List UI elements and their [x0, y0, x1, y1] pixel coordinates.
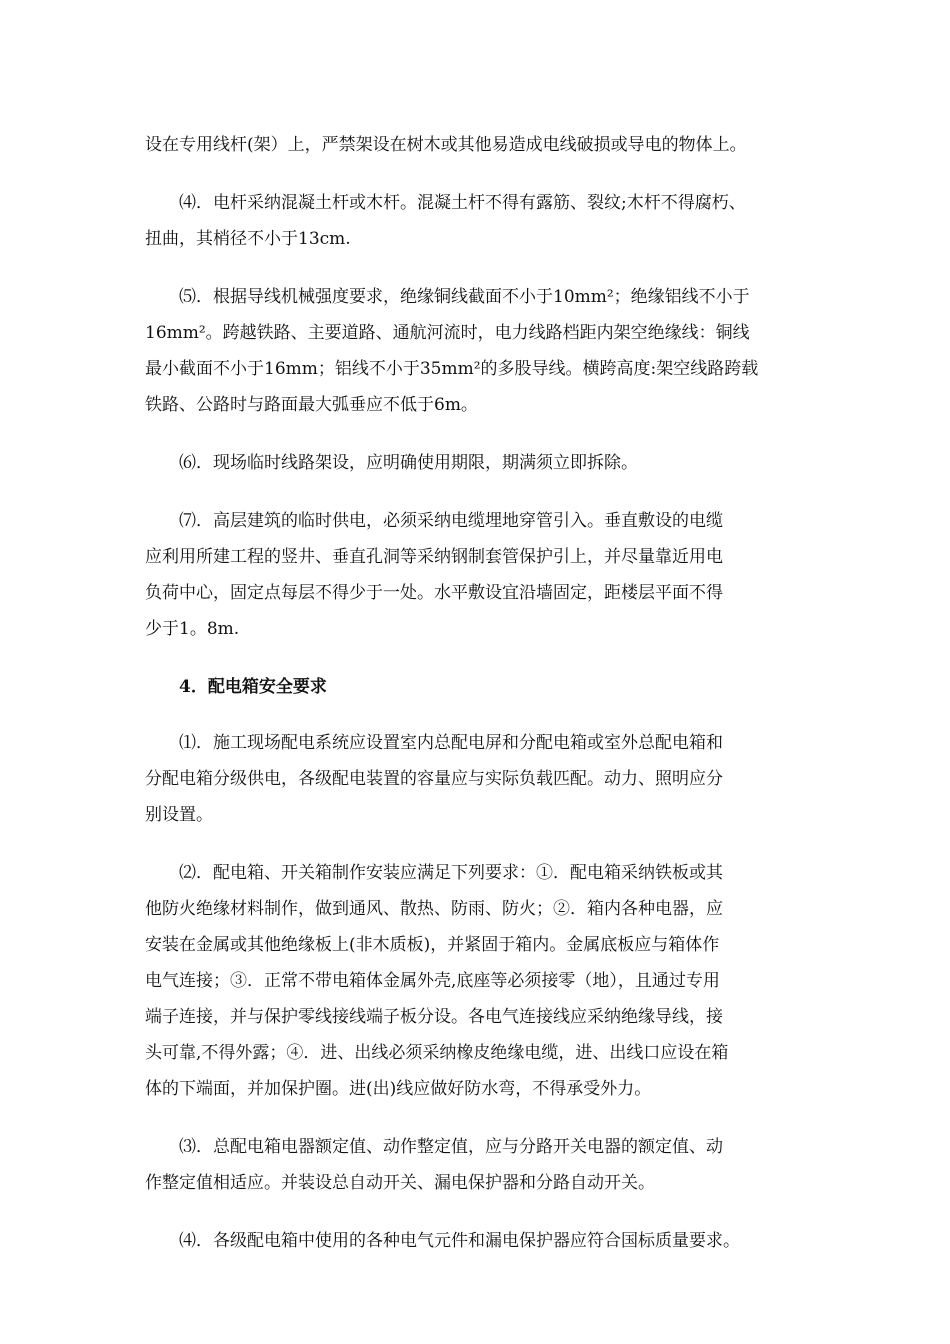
paragraph-line: ⑶．总配电箱电器额定值、动作整定值，应与分路开关电器的额定值、动 — [179, 1137, 723, 1157]
paragraph-line: 16mm²。跨越铁路、主要道路、通航河流时，电力线路档距内架空绝缘线：铜线 — [145, 323, 750, 343]
paragraph-line: 扭曲，其梢径不小于13cm. — [145, 229, 351, 249]
paragraph-line: 头可靠,不得外露；④．进、出线必须采纳橡皮绝缘电缆，进、出线口应设在箱 — [145, 1043, 729, 1063]
paragraph-line: 少于1。8m. — [145, 619, 240, 639]
paragraph-line: ⑴．施工现场配电系统应设置室内总配电屏和分配电箱或室外总配电箱和 — [179, 733, 723, 753]
document-page — [145, 127, 815, 1281]
paragraph-line: 应利用所建工程的竖井、垂直孔洞等采纳钢制套管保护引上，并尽量靠近用电 — [145, 547, 723, 567]
paragraph-q4 — [145, 1223, 815, 1259]
paragraph-p4 — [145, 503, 815, 647]
paragraph-q3 — [145, 1129, 815, 1201]
paragraph-q1 — [145, 725, 815, 833]
paragraph-q2 — [145, 855, 815, 1107]
paragraph-line: ⑸．根据导线机械强度要求，绝缘铜线截面不小于10mm²；绝缘铝线不小于 — [179, 287, 750, 307]
paragraph-line: ⑷．各级配电箱中使用的各种电气元件和漏电保护器应符合国标质量要求。 — [179, 1231, 740, 1251]
paragraph-line: ⑵．配电箱、开关箱制作安装应满足下列要求：①．配电箱采纳铁板或其 — [179, 863, 723, 883]
paragraph-p2 — [145, 279, 815, 423]
section-heading: 4．配电箱安全要求 — [179, 677, 327, 697]
paragraph-line: ⑹．现场临时线路架设，应明确使用期限，期满须立即拆除。 — [179, 453, 638, 473]
paragraph-line: 体的下端面，并加保护圈。进(出)线应做好防水弯，不得承受外力。 — [145, 1079, 652, 1099]
paragraph-line: 分配电箱分级供电，各级配电装置的容量应与实际负载匹配。动力、照明应分 — [145, 769, 723, 789]
section-3-body — [145, 127, 815, 647]
section-4-body — [145, 725, 815, 1259]
paragraph-line: 最小截面不小于16mm；铝线不小于35mm²的多股导线。横跨高度:架空线路跨载 — [145, 359, 759, 379]
paragraph-line: 铁路、公路时与路面最大弧垂应不低于6m。 — [145, 395, 478, 415]
paragraph-line: 他防火绝缘材料制作，做到通风、散热、防雨、防火；②．箱内各种电器，应 — [145, 899, 723, 919]
paragraph-line: ⑷．电杆采纳混凝土杆或木杆。混凝土杆不得有露筋、裂纹;木杆不得腐朽、 — [179, 193, 746, 213]
paragraph-line: 负荷中心，固定点每层不得少于一处。水平敷设宜沿墙固定，距楼层平面不得 — [145, 583, 723, 603]
paragraph-line: 别设置。 — [145, 805, 213, 825]
paragraph-line: 设在专用线杆(架）上，严禁架设在树木或其他易造成电线破损或导电的物体上。 — [145, 135, 747, 155]
paragraph-p1 — [145, 185, 815, 257]
paragraph-line: 电气连接；③．正常不带电箱体金属外壳,底座等必须接零（地），且通过专用 — [145, 971, 720, 991]
paragraph-line: 作整定值相适应。并装设总自动开关、漏电保护器和分路自动开关。 — [145, 1173, 655, 1193]
paragraph-p0 — [145, 127, 815, 163]
paragraph-line: 端子连接，并与保护零线接线端子板分设。各电气连接线应采纳绝缘导线，接 — [145, 1007, 723, 1027]
paragraph-line: ⑺．高层建筑的临时供电，必须采纳电缆埋地穿管引入。垂直敷设的电缆 — [179, 511, 723, 531]
paragraph-p3 — [145, 445, 815, 481]
paragraph-line: 安装在金属或其他绝缘板上(非木质板)，并紧固于箱内。金属底板应与箱体作 — [145, 935, 720, 955]
